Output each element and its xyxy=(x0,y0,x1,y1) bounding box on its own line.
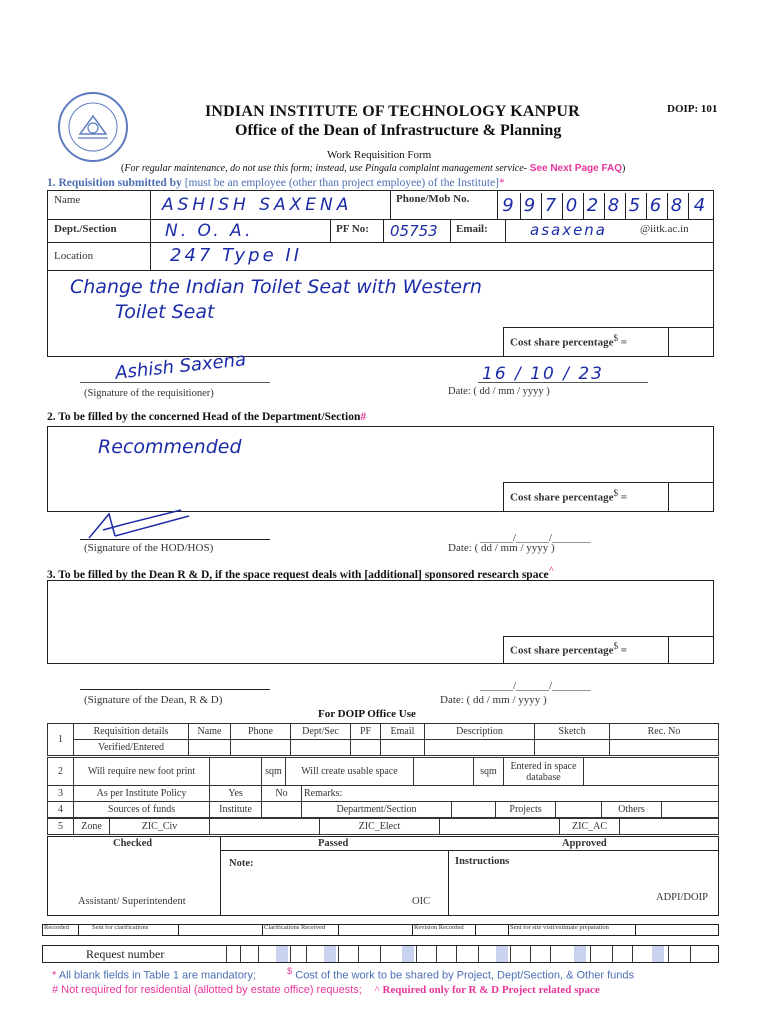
row-number: 1 xyxy=(48,724,74,756)
tracking-site-visit: Sent for site visit/estimate preparation xyxy=(510,924,609,931)
dean-date-field[interactable]: ______/______/_______ xyxy=(480,680,591,692)
oic-label: OIC xyxy=(412,896,431,907)
phone-digit: 0 xyxy=(562,193,580,219)
pf-label: PF No: xyxy=(336,223,369,235)
adpi-label: ADPI/DOIP xyxy=(656,892,708,903)
form-title: Work Requisition Form xyxy=(327,149,432,161)
phone-digit: 8 xyxy=(604,193,622,219)
office-use-row-3: 3 As per Institute Policy Yes No Remarks: xyxy=(47,785,719,802)
office-use-row-2: 2 Will require new foot print sqm Will create usable space sqm Entered in space database xyxy=(47,757,719,786)
dept-label: Dept./Section xyxy=(54,223,117,235)
office-use-table: 1 Requisition details Name Phone Dept/Sec PF Email Description Sketch Rec. No Verified/Entered xyxy=(47,723,719,756)
section3-heading: 3. To be filled by the Dean R & D, if the space request deals with [additional] sponsored research space^ xyxy=(47,565,555,581)
footnote-line-1: * All blank fields in Table 1 are mandatory; $ Cost of the work to be shared by Project, Dept/Section, & Other funds xyxy=(52,966,634,982)
form-code: DOIP: 101 xyxy=(667,103,718,115)
request-number-label: Request number xyxy=(86,947,165,961)
cost-share-input-3[interactable] xyxy=(669,637,713,663)
phone-digit: 8 xyxy=(667,193,685,219)
assistant-label: Assistant/ Superintendent xyxy=(78,896,186,907)
tracking-revision-recorded: Revision Recorded xyxy=(414,924,464,931)
phone-digit: 9 xyxy=(520,193,538,219)
cost-share-label-3: Cost share percentage$ = xyxy=(510,641,628,657)
checked-label: Checked xyxy=(113,838,153,849)
tracking-clarifications-received: Clarifications Received xyxy=(264,924,326,931)
email-label: Email: xyxy=(456,223,488,235)
faq-link[interactable]: See Next Page FAQ xyxy=(526,163,623,174)
phone-digit: 6 xyxy=(646,193,664,219)
phone-digit: 5 xyxy=(625,193,643,219)
section1-heading: 1. Requisition submitted by [must be an employee (other than project employee) of the Institute]* xyxy=(47,177,505,189)
tracking-sent-clarifications: Sent for clarifications xyxy=(92,924,149,931)
cost-share-input-1[interactable] xyxy=(669,328,713,356)
hod-signature-scribble xyxy=(85,508,195,546)
phone-digit: 9 xyxy=(502,195,514,216)
date-caption-2: Date: ( dd / mm / yyyy ) xyxy=(448,542,555,554)
work-description-line2[interactable]: Toilet Seat xyxy=(115,301,215,323)
cost-share-label-2: Cost share percentage$ = xyxy=(510,488,628,504)
name-field[interactable]: ASHISH SAXENA xyxy=(162,195,353,215)
requisitioner-signature-caption: (Signature of the requisitioner) xyxy=(84,388,214,399)
location-label: Location xyxy=(54,250,94,262)
dean-signature-caption: (Signature of the Dean, R & D) xyxy=(84,694,223,706)
date-caption-1: Date: ( dd / mm / yyyy ) xyxy=(448,386,550,397)
tracking-recorded: Recorded xyxy=(44,924,69,931)
location-field[interactable]: 247 Type II xyxy=(170,245,302,266)
office-name: Office of the Dean of Infrastructure & Planning xyxy=(235,122,562,139)
cost-share-input-2[interactable] xyxy=(669,483,713,511)
email-domain: @iitk.ac.in xyxy=(640,223,689,235)
approved-label: Approved xyxy=(562,838,607,849)
cost-share-label-1: Cost share percentage$ = xyxy=(510,333,628,349)
hod-date-field[interactable]: ______/______/_______ xyxy=(480,532,591,544)
hod-remark[interactable]: Recommended xyxy=(98,436,242,458)
dept-field[interactable]: N. O. A. xyxy=(165,221,254,241)
office-use-title: For DOIP Office Use xyxy=(318,708,416,720)
email-field[interactable]: asaxena xyxy=(530,221,608,239)
note-label: Note: xyxy=(229,858,254,869)
phone-digit: 7 xyxy=(541,193,559,219)
section2-heading: 2. To be filled by the concerned Head of the Department/Section# xyxy=(47,411,367,423)
office-use-row-4: 4 Sources of funds Institute Department/Section Projects Others xyxy=(47,801,719,818)
name-label: Name xyxy=(54,194,81,206)
work-description-line1[interactable]: Change the Indian Toilet Seat with Western xyxy=(70,276,482,298)
phone-digit: 4 xyxy=(688,193,710,219)
form-note: (For regular maintenance, do not use this form; instead, use Pingala complaint management service- See Next Page FAQ) xyxy=(121,163,626,174)
phone-digit: 2 xyxy=(583,193,601,219)
pf-field[interactable]: 05753 xyxy=(390,222,438,240)
footnote-line-2: # Not required for residential (allotted by estate office) requests; ^ Required only for R & D Project related space xyxy=(52,984,600,996)
hod-signature-caption: (Signature of the HOD/HOS) xyxy=(84,542,214,554)
date-caption-3: Date: ( dd / mm / yyyy ) xyxy=(440,694,547,706)
instructions-label: Instructions xyxy=(455,856,510,867)
institute-name: INDIAN INSTITUTE OF TECHNOLOGY KANPUR xyxy=(205,103,580,120)
requisitioner-signature: Ashish Saxena xyxy=(114,349,247,384)
passed-label: Passed xyxy=(318,838,349,849)
iitk-seal-logo xyxy=(58,92,128,162)
office-use-row-5: 5 Zone ZIC_Civ ZIC_Elect ZIC_AC xyxy=(47,818,719,835)
requisition-date[interactable]: 16 / 10 / 23 xyxy=(482,364,604,384)
phone-label: Phone/Mob No. xyxy=(396,193,470,205)
